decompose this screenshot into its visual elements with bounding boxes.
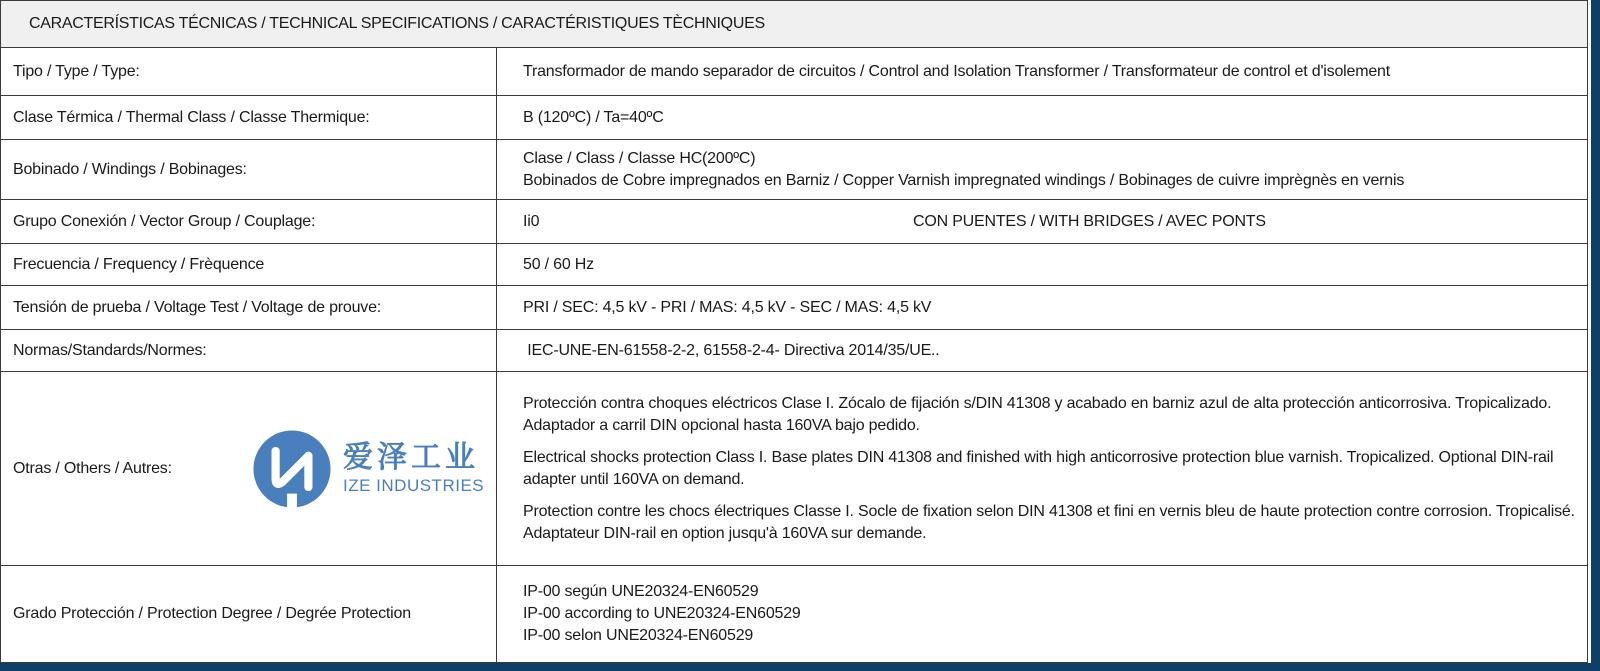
value-line: B (120ºC) / Ta=40ºC [523,108,664,126]
row-label: Tipo / Type / Type: [1,48,497,96]
row-protection-degree [1,566,1588,663]
row-vector-group [1,200,1588,244]
row-label-cell [1,372,497,566]
row-label: Bobinado / Windings / Bobinages: [1,140,497,200]
vector-group-value: Ii0 [523,212,540,230]
value-line: IEC-UNE-EN-61558-2-2, 61558-2-4- Directiva 2014/35/UE.. [523,341,940,359]
value-line: Clase / Class / Classe HC(200ºC) [523,149,756,167]
row-value [497,200,1588,244]
logo-text [343,441,484,497]
value-line: Transformador de mando separador de circuitos / Control and Isolation Transformer / Transformateur de control et d'isolement [523,62,1390,80]
row-label: Grado Protección / Protection Degree / Degrée Protection [1,566,497,663]
row-standards [1,330,1588,372]
value-line: PRI / SEC: 4,5 kV - PRI / MAS: 4,5 kV - SEC / MAS: 4,5 kV [523,298,932,316]
logo-name-cn: 爱泽工业 [343,440,479,474]
row-others [1,372,1588,566]
value-line: IP-00 según UNE20324-EN60529 [523,583,759,600]
header-row [1,1,1588,48]
row-value [497,48,1588,96]
ize-watermark-logo [251,428,484,510]
value-line: IP-00 according to UNE20324-EN60529 [523,605,801,622]
ize-logo-icon [251,428,333,510]
row-label: Clase Térmica / Thermal Class / Classe Thermique: [1,96,497,140]
row-value [497,330,1588,372]
row-type [1,48,1588,96]
value-paragraph: Protección contra choques eléctricos Clase I. Zócalo de fijación s/DIN 41308 y acabado en barniz azul de alta protección anticorrosiva. Tropicalizado. Adaptador a carril DIN opcional hasta 160VA bajo pedido. [523,394,1552,434]
row-label: Tensión de prueba / Voltage Test / Voltage de prouve: [1,286,497,330]
row-frequency [1,244,1588,286]
row-label: Grupo Conexión / Vector Group / Couplage: [1,200,497,244]
row-windings [1,140,1588,200]
row-label: Normas/Standards/Normes: [1,330,497,372]
row-label: Frecuencia / Frequency / Frèquence [1,244,497,286]
row-value [497,372,1588,566]
row-thermal-class [1,96,1588,140]
row-value [497,140,1588,200]
value-line: IP-00 selon UNE20324-EN60529 [523,627,754,644]
row-voltage-test [1,286,1588,330]
bridges-note: CON PUENTES / WITH BRIDGES / AVEC PONTS [913,212,1266,230]
value-paragraph: Electrical shocks protection Class I. Base plates DIN 41308 and finished with high anticorrosive protection blue varnish. Tropicalized. Optional DIN-rail adapter until 160VA on demand. [523,448,1554,488]
row-value [497,244,1588,286]
row-value [497,96,1588,140]
value-line: Bobinados de Cobre impregnados en Barniz / Copper Varnish impregnated windings / Bobinages de cuivre imprègnès en vernis [523,171,1405,189]
logo-name-en: IZE INDUSTRIES [343,475,485,495]
row-label: Otras / Others / Autres: [13,459,172,477]
table-title: CARACTERÍSTICAS TÉCNICAS / TECHNICAL SPECIFICATIONS / CARACTÉRISTIQUES TÈCHNIQUES [1,1,1588,48]
value-paragraph: Protection contre les chocs électriques Classe I. Socle de fixation selon DIN 41308 et fini en vernis bleu de haute protection contre corrosion. Tropicalisé. Adaptateur DIN-rail en option jusqu'à 160VA sur demande. [523,502,1575,542]
row-value [497,566,1588,663]
row-value [497,286,1588,330]
value-line: 50 / 60 Hz [523,255,594,273]
